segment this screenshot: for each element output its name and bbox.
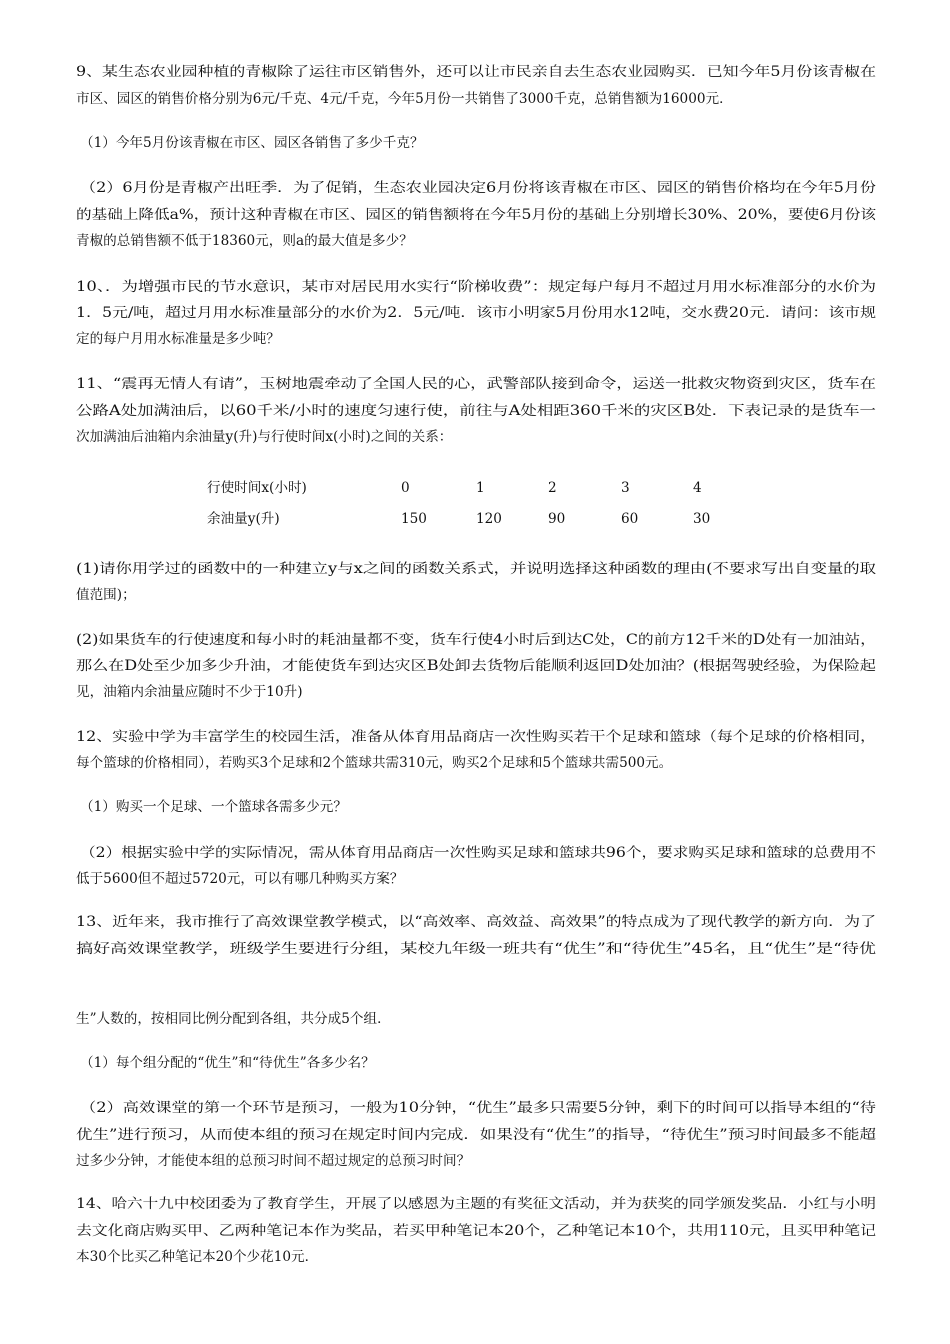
table-row1-cell-1: 0: [401, 480, 410, 496]
table-row1-cell-0: 行使时间x(小时): [207, 480, 307, 496]
text-line-q14-l3: 本30个比买乙种笔记本20个少花10元．: [76, 1249, 319, 1265]
text-line-q13-l2: 搞好高效课堂教学，班级学生要进行分组，某校九年级一班共有“优生”和“待优生”45名，且“优生”是“待优: [76, 941, 876, 957]
text-line-q12-l1: 12、实验中学为丰富学生的校园生活，准备从体育用品商店一次性购买若干个足球和篮球（每个足球的价格相同，: [76, 729, 876, 745]
text-line-q14-l2: 去文化商店购买甲、乙两种笔记本作为奖品，若买甲种笔记本20个，乙种笔记本10个，共用110元，且买甲种笔记: [76, 1223, 876, 1239]
text-line-q12-p1: （1）购买一个足球、一个篮球各需多少元？: [80, 799, 347, 815]
text-line-q12-p2-l2: 低于5600但不超过5720元，可以有哪几种购买方案？: [76, 871, 404, 887]
text-line-q13-p2-l1: （2）高效课堂的第一个环节是预习，一般为10分钟，“优生”最多只需要5分钟，剩下的时间可以指导本组的“待: [80, 1100, 876, 1116]
text-line-q12-p2-l1: （2）根据实验中学的实际情况，需从体育用品商店一次性购买足球和篮球共96个，要求购买足球和篮球的总费用不: [80, 845, 876, 861]
text-line-q13-p1: （1）每个组分配的“优生”和“待优生”各多少名？: [80, 1055, 375, 1071]
table-row2-cell-2: 120: [476, 511, 502, 527]
table-row2-cell-1: 150: [401, 511, 427, 527]
text-line-q9-p2-l1: （2）6月份是青椒产出旺季．为了促销，生态农业园决定6月份将该青椒在市区、园区的销售价格均在今年5月份: [80, 180, 877, 196]
table-row1-cell-5: 4: [693, 480, 702, 496]
table-row1-cell-3: 2: [548, 480, 557, 496]
text-line-q11-l1: 11、“震再无情人有请”，玉树地震牵动了全国人民的心，武警部队接到命令，运送一批救灾物资到灾区，货车在: [76, 376, 877, 392]
table-row2-cell-0: 余油量y(升): [207, 511, 280, 527]
text-line-q10-l2: 1．5元/吨，超过月用水标准量部分的水价为2．5元/吨．该市小明家5月份用水12吨，交水费20元．请问：该市规: [76, 305, 876, 321]
text-line-q13-l3: 生”人数的，按相同比例分配到各组，共分成5个组．: [76, 1011, 391, 1027]
table-row2-cell-3: 90: [548, 511, 566, 527]
text-line-q9-p1: （1）今年5月份该青椒在市区、园区各销售了多少千克？: [80, 135, 424, 151]
text-line-q12-l2: 每个篮球的价格相同），若购买3个足球和2个篮球共需310元，购买2个足球和5个篮球共需500元。: [76, 755, 673, 771]
text-line-q9-p2-l2: 的基础上降低a%，预计这种青椒在市区、园区的销售额将在今年5月份的基础上分别增长30%、20%，要使6月份该: [76, 207, 877, 223]
text-line-q14-l1: 14、哈六十九中校团委为了教育学生，开展了以感恩为主题的有奖征文活动，并为获奖的同学颁发奖品．小红与小明: [76, 1196, 876, 1212]
text-line-q9-l2: 市区、园区的销售价格分别为6元/千克、4元/千克，今年5月份一共销售了3000千克，总销售额为16000元．: [76, 91, 733, 107]
text-line-q10-l1: 10、．为增强市民的节水意识，某市对居民用水实行“阶梯收费”：规定每户每月不超过月用水标准部分的水价为: [76, 279, 876, 295]
text-line-q9-l1: 9、某生态农业园种植的青椒除了运往市区销售外，还可以让市民亲自去生态农业园购买．已知今年5月份该青椒在: [76, 64, 876, 80]
table-row2-cell-5: 30: [693, 511, 711, 527]
table-row2-cell-4: 60: [621, 511, 639, 527]
text-line-q11-p2-l2: 那么在D处至少加多少升油，才能使货车到达灾区B处卸去货物后能顺利返回D处加油？(根据驾驶经验，为保险起: [76, 658, 876, 674]
text-line-q11-p2-l1: (2)如果货车的行使速度和每小时的耗油量都不变，货车行使4小时后到达C处，C的前方12千米的D处有一加油站，: [76, 632, 876, 648]
text-line-q11-p1-l1: (1)请你用学过的函数中的一种建立y与x之间的函数关系式，并说明选择这种函数的理由(不要求写出自变量的取: [76, 561, 876, 577]
text-line-q11-p2-l3: 见，油箱内余油量应随时不少于10升): [76, 684, 303, 700]
table-row1-cell-2: 1: [476, 480, 485, 496]
text-line-q13-p2-l2: 优生”进行预习，从而使本组的预习在规定时间内完成．如果没有“优生”的指导，“待优生”预习时间最多不能超: [76, 1127, 876, 1143]
text-line-q11-p1-l2: 值范围)；: [76, 587, 136, 603]
text-line-q10-l3: 定的每户月用水标准量是多少吨？: [76, 331, 280, 347]
text-line-q11-l3: 次加满油后油箱内余油量y(升)与行使时间x(小时)之间的关系：: [76, 429, 453, 445]
text-line-q13-p2-l3: 过多少分钟，才能使本组的总预习时间不超过规定的总预习时间？: [76, 1153, 471, 1169]
table-row1-cell-4: 3: [621, 480, 630, 496]
text-line-q11-l2: 公路A处加满油后，以60千米/小时的速度匀速行使，前往与A处相距360千米的灾区B处．下表记录的是货车一: [76, 403, 876, 419]
text-line-q13-l1: 13、近年来，我市推行了高效课堂教学模式，以“高效率、高效益、高效果”的特点成为了现代教学的新方向．为了: [76, 914, 877, 930]
text-line-q9-p2-l3: 青椒的总销售额不低于18360元，则a的最大值是多少？: [76, 233, 413, 249]
